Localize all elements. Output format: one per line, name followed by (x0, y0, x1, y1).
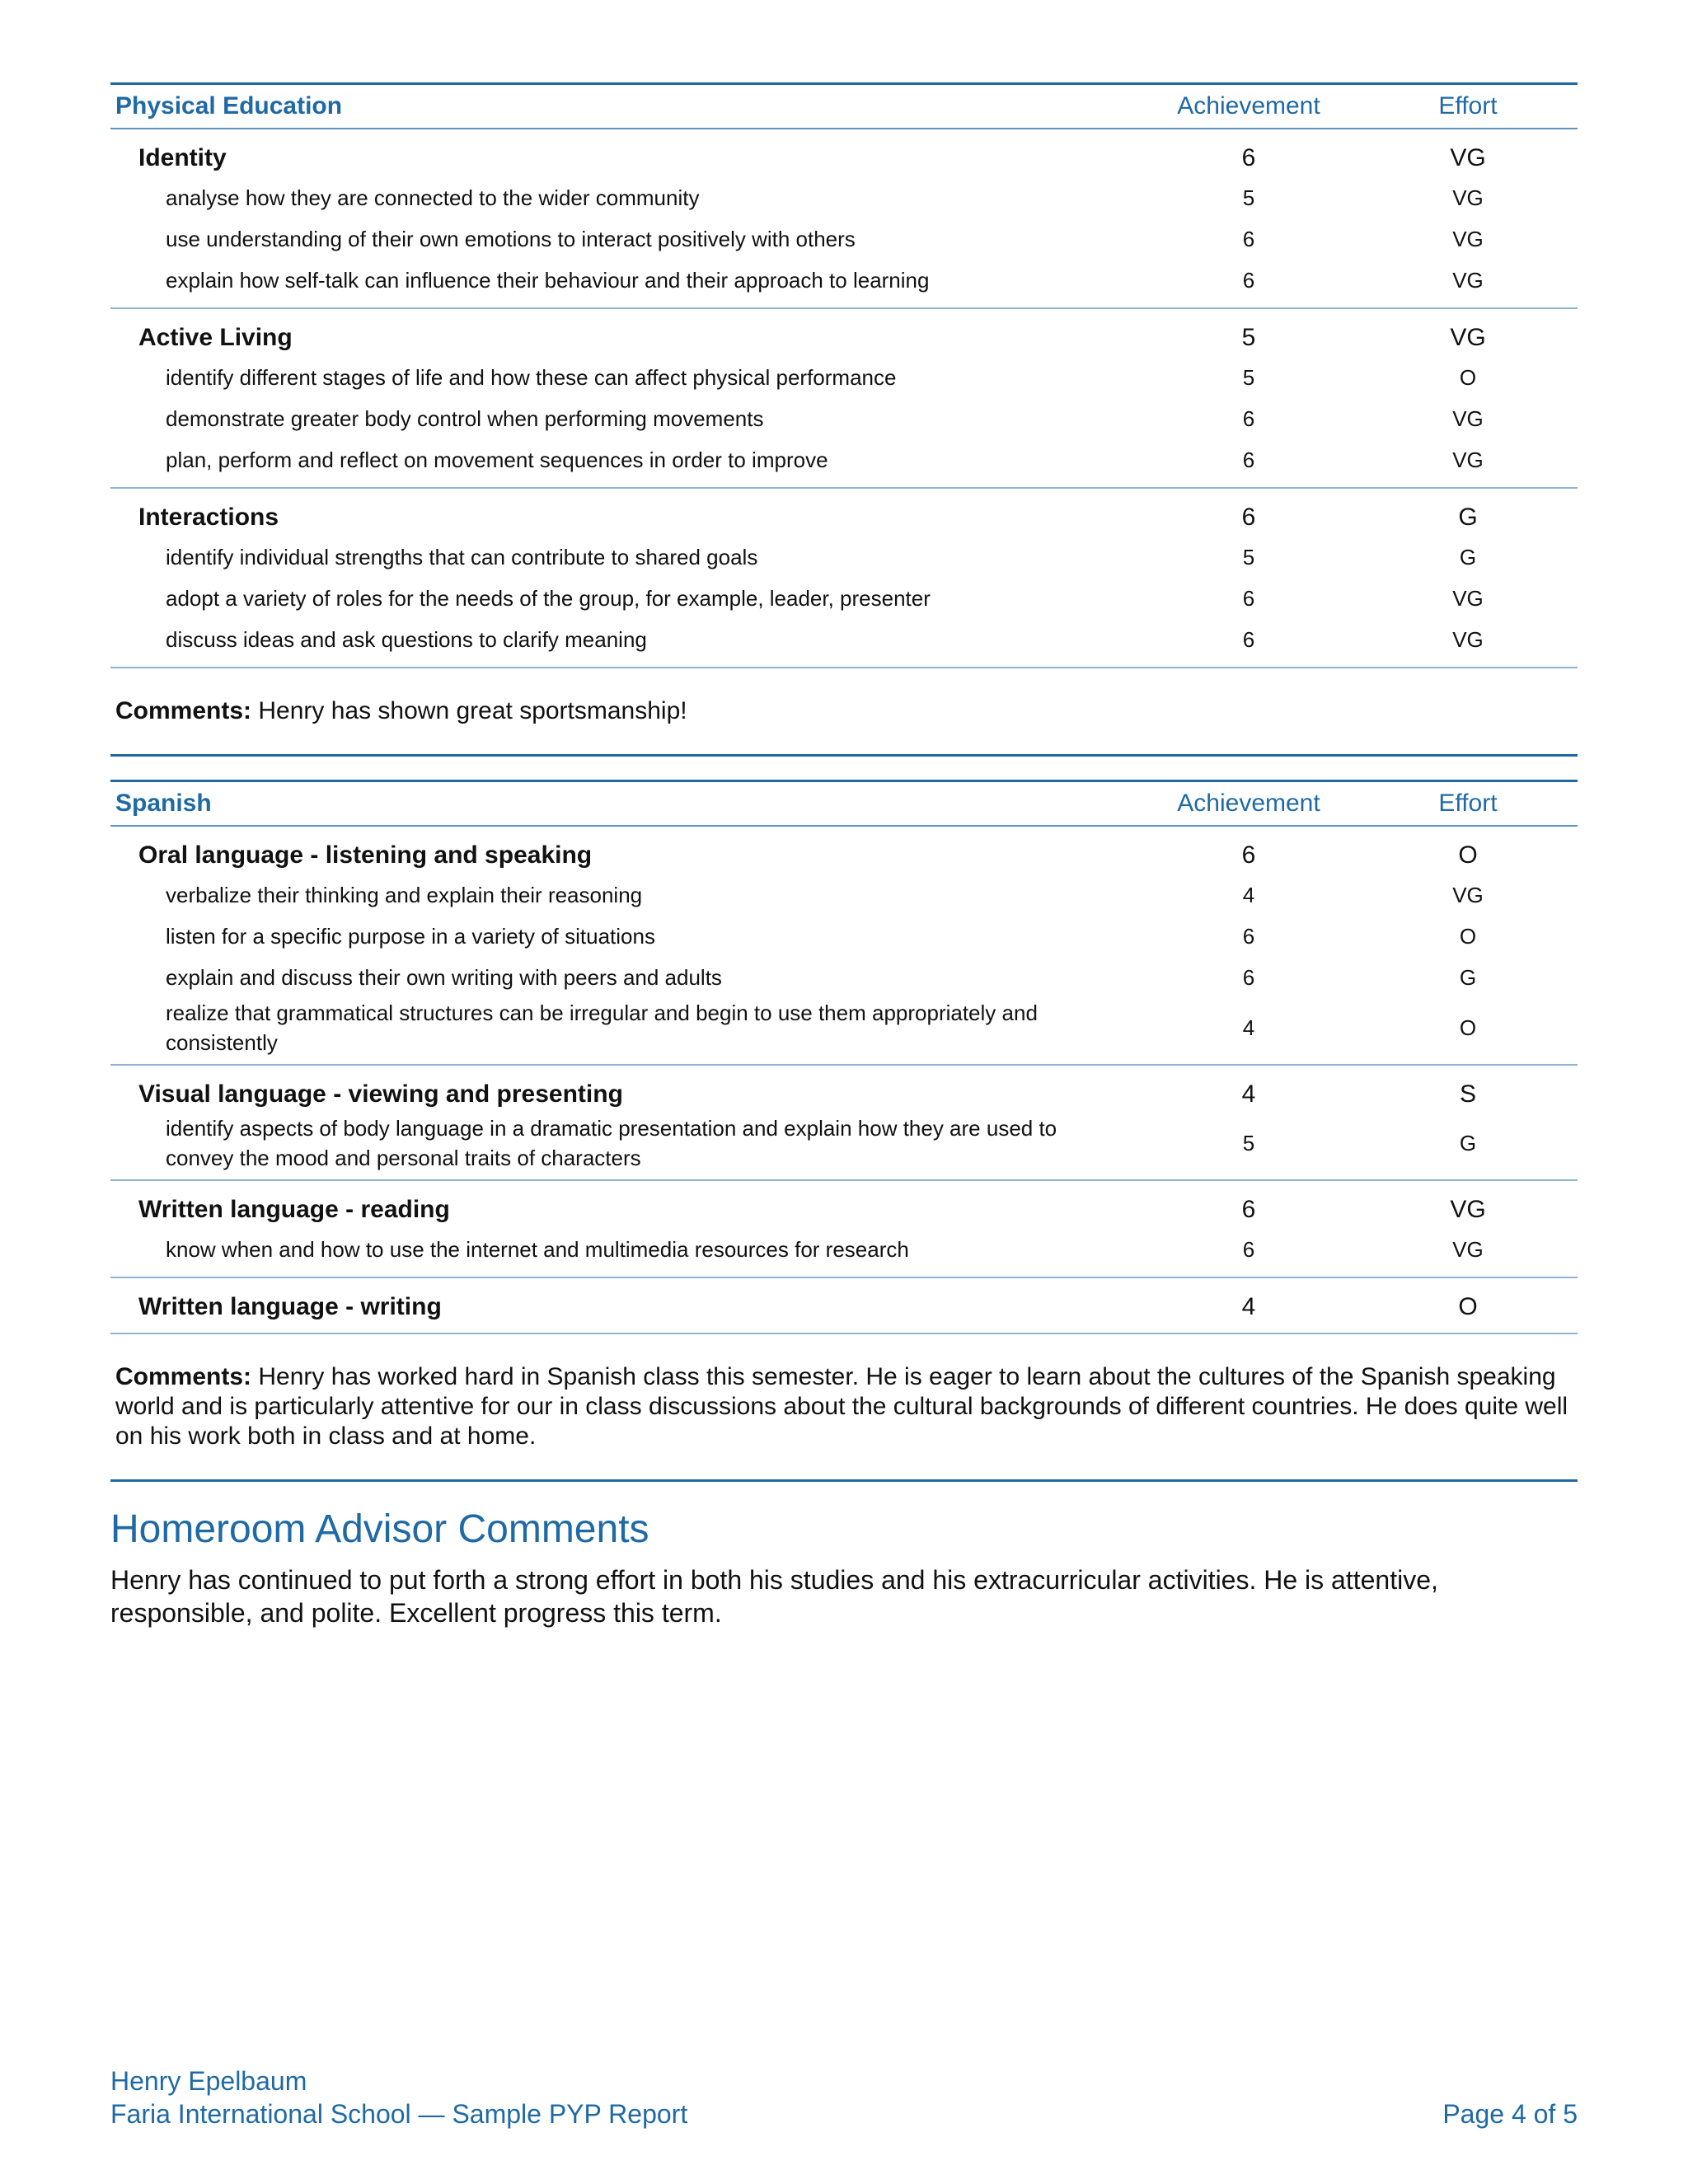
footer-page-number: Page 4 of 5 (1442, 2099, 1578, 2129)
item-text: use understanding of their own emotions to interact positively with others (166, 227, 856, 251)
strand-row (110, 1288, 1578, 1326)
subject-comments (110, 1334, 1578, 1482)
item-achievement: 6 (1242, 585, 1255, 611)
item-row (110, 957, 1578, 998)
item-row (110, 619, 1578, 660)
item-effort: O (1459, 1015, 1477, 1040)
item-row (110, 439, 1578, 480)
strand-row (110, 837, 1578, 874)
strand-title: Identity (138, 144, 227, 171)
item-effort: G (1459, 544, 1477, 569)
strand-group (110, 1181, 1578, 1278)
strand-achievement: 6 (1241, 504, 1256, 531)
item-row (110, 218, 1578, 260)
strand-effort: VG (1450, 1196, 1486, 1223)
item-row (110, 916, 1578, 957)
item-effort: O (1459, 364, 1477, 390)
strand-effort: VG (1450, 324, 1486, 351)
strand-row (110, 139, 1578, 177)
item-row (110, 537, 1578, 578)
strand-group (110, 1278, 1578, 1334)
homeroom-title: Homeroom Advisor Comments (110, 1507, 649, 1551)
strand-title: Written language - writing (138, 1293, 442, 1320)
strand-achievement: 4 (1241, 1080, 1256, 1108)
subject-section (110, 780, 1578, 1482)
footer-student-name: Henry Epelbaum (110, 2066, 307, 2096)
item-achievement: 6 (1242, 923, 1255, 949)
strand-effort: O (1458, 1293, 1478, 1320)
item-text: discuss ideas and ask questions to clarify meaning (166, 627, 647, 652)
item-text: identify individual strengths that can contribute to shared goals (166, 545, 758, 569)
strand-achievement: 5 (1241, 324, 1256, 351)
comments-text: Henry has worked hard in Spanish class this semester. He is eager to learn about the cultures of the Spanish speaking world and is particularly attentive for our in class discussions about the cultural backgrounds of different countries. He does quite well on his work both in class and at home. (115, 1363, 1568, 1450)
strand-title: Interactions (138, 504, 279, 531)
item-effort: G (1459, 1130, 1477, 1155)
item-achievement: 6 (1242, 626, 1255, 652)
subject-header (110, 82, 1578, 129)
subject-header (110, 780, 1578, 827)
strand-group (110, 489, 1578, 668)
item-text: identify different stages of life and how these can affect physical performance (166, 365, 897, 390)
item-text: realize that grammatical structures can be irregular and begin to use them appropriately and consistently (166, 1001, 1038, 1055)
item-row (110, 998, 1578, 1057)
strand-achievement: 6 (1241, 1196, 1256, 1223)
strand-row (110, 1076, 1578, 1113)
strand-row (110, 1191, 1578, 1229)
item-row (110, 177, 1578, 218)
homeroom-text: Henry has continued to put forth a strong effort in both his studies and his extracurricular activities. He is attentive, responsible, and polite. Excellent progress this term. (110, 1565, 1438, 1628)
achievement-column-header: Achievement (1177, 92, 1320, 120)
item-achievement: 5 (1242, 544, 1255, 569)
item-effort: VG (1452, 585, 1484, 611)
item-text: know when and how to use the internet and multimedia resources for research (166, 1237, 909, 1262)
item-text: verbalize their thinking and explain their reasoning (166, 883, 643, 907)
item-effort: VG (1452, 185, 1484, 210)
strand-row (110, 319, 1578, 357)
item-achievement: 6 (1242, 405, 1255, 431)
item-row (110, 1229, 1578, 1270)
strand-title: Active Living (138, 324, 293, 351)
effort-column-header: Effort (1438, 92, 1498, 120)
item-row (110, 874, 1578, 916)
item-text: plan, perform and reflect on movement sequences in order to improve (166, 448, 828, 472)
item-achievement: 6 (1242, 1236, 1255, 1262)
item-row (110, 357, 1578, 398)
item-achievement: 6 (1242, 226, 1255, 251)
item-effort: VG (1452, 447, 1484, 472)
item-text: demonstrate greater body control when performing movements (166, 406, 764, 431)
strand-group (110, 129, 1578, 309)
item-effort: VG (1452, 882, 1484, 907)
item-effort: VG (1452, 267, 1484, 293)
strand-title: Visual language - viewing and presenting (138, 1080, 623, 1108)
item-row (110, 1113, 1578, 1173)
subjects-container (110, 82, 1578, 1482)
page-footer (110, 2064, 1578, 2130)
item-achievement: 4 (1242, 882, 1255, 907)
item-text: explain and discuss their own writing with peers and adults (166, 965, 722, 990)
strand-row (110, 499, 1578, 537)
subject-section (110, 82, 1578, 757)
strand-achievement: 6 (1241, 841, 1256, 869)
item-achievement: 6 (1242, 964, 1255, 990)
homeroom-section (110, 1507, 1578, 1629)
achievement-column-header: Achievement (1177, 790, 1320, 817)
comments-label: Comments: (115, 1363, 252, 1390)
item-text: identify aspects of body language in a dramatic presentation and explain how they are used to convey the mood and personal traits of characters (166, 1116, 1057, 1170)
item-row (110, 398, 1578, 439)
item-achievement: 6 (1242, 267, 1255, 293)
strand-achievement: 4 (1241, 1293, 1256, 1320)
strand-group (110, 309, 1578, 489)
strand-title: Oral language - listening and speaking (138, 841, 593, 869)
item-effort: VG (1452, 1236, 1484, 1262)
effort-column-header: Effort (1438, 790, 1498, 817)
item-effort: O (1459, 923, 1477, 949)
comments-label: Comments: (115, 697, 252, 724)
item-effort: VG (1452, 226, 1484, 251)
strand-achievement: 6 (1241, 144, 1256, 171)
report-page (110, 82, 1578, 1629)
strand-effort: O (1458, 841, 1478, 869)
item-achievement: 5 (1242, 364, 1255, 390)
item-effort: VG (1452, 626, 1484, 652)
strand-effort: G (1458, 504, 1478, 531)
footer-school: Faria International School — Sample PYP Report (110, 2099, 688, 2129)
item-row (110, 578, 1578, 619)
item-text: explain how self-talk can influence their behaviour and their approach to learning (166, 268, 930, 293)
strand-title: Written language - reading (138, 1196, 450, 1223)
item-effort: G (1459, 964, 1477, 990)
subject-name: Physical Education (115, 92, 343, 120)
item-achievement: 6 (1242, 447, 1255, 472)
strand-group (110, 827, 1578, 1066)
subject-name: Spanish (115, 790, 212, 817)
item-achievement: 4 (1242, 1015, 1255, 1040)
item-achievement: 5 (1242, 1130, 1255, 1155)
item-achievement: 5 (1242, 185, 1255, 210)
item-text: adopt a variety of roles for the needs of the group, for example, leader, presenter (166, 586, 931, 611)
comments-text: Henry has shown great sportsmanship! (258, 697, 687, 724)
item-text: listen for a specific purpose in a variety of situations (166, 924, 655, 949)
strand-effort: S (1459, 1080, 1476, 1108)
strand-effort: VG (1450, 144, 1486, 171)
strand-group (110, 1066, 1578, 1181)
item-row (110, 260, 1578, 301)
item-effort: VG (1452, 405, 1484, 431)
item-text: analyse how they are connected to the wider community (166, 185, 700, 210)
subject-comments (110, 668, 1578, 757)
